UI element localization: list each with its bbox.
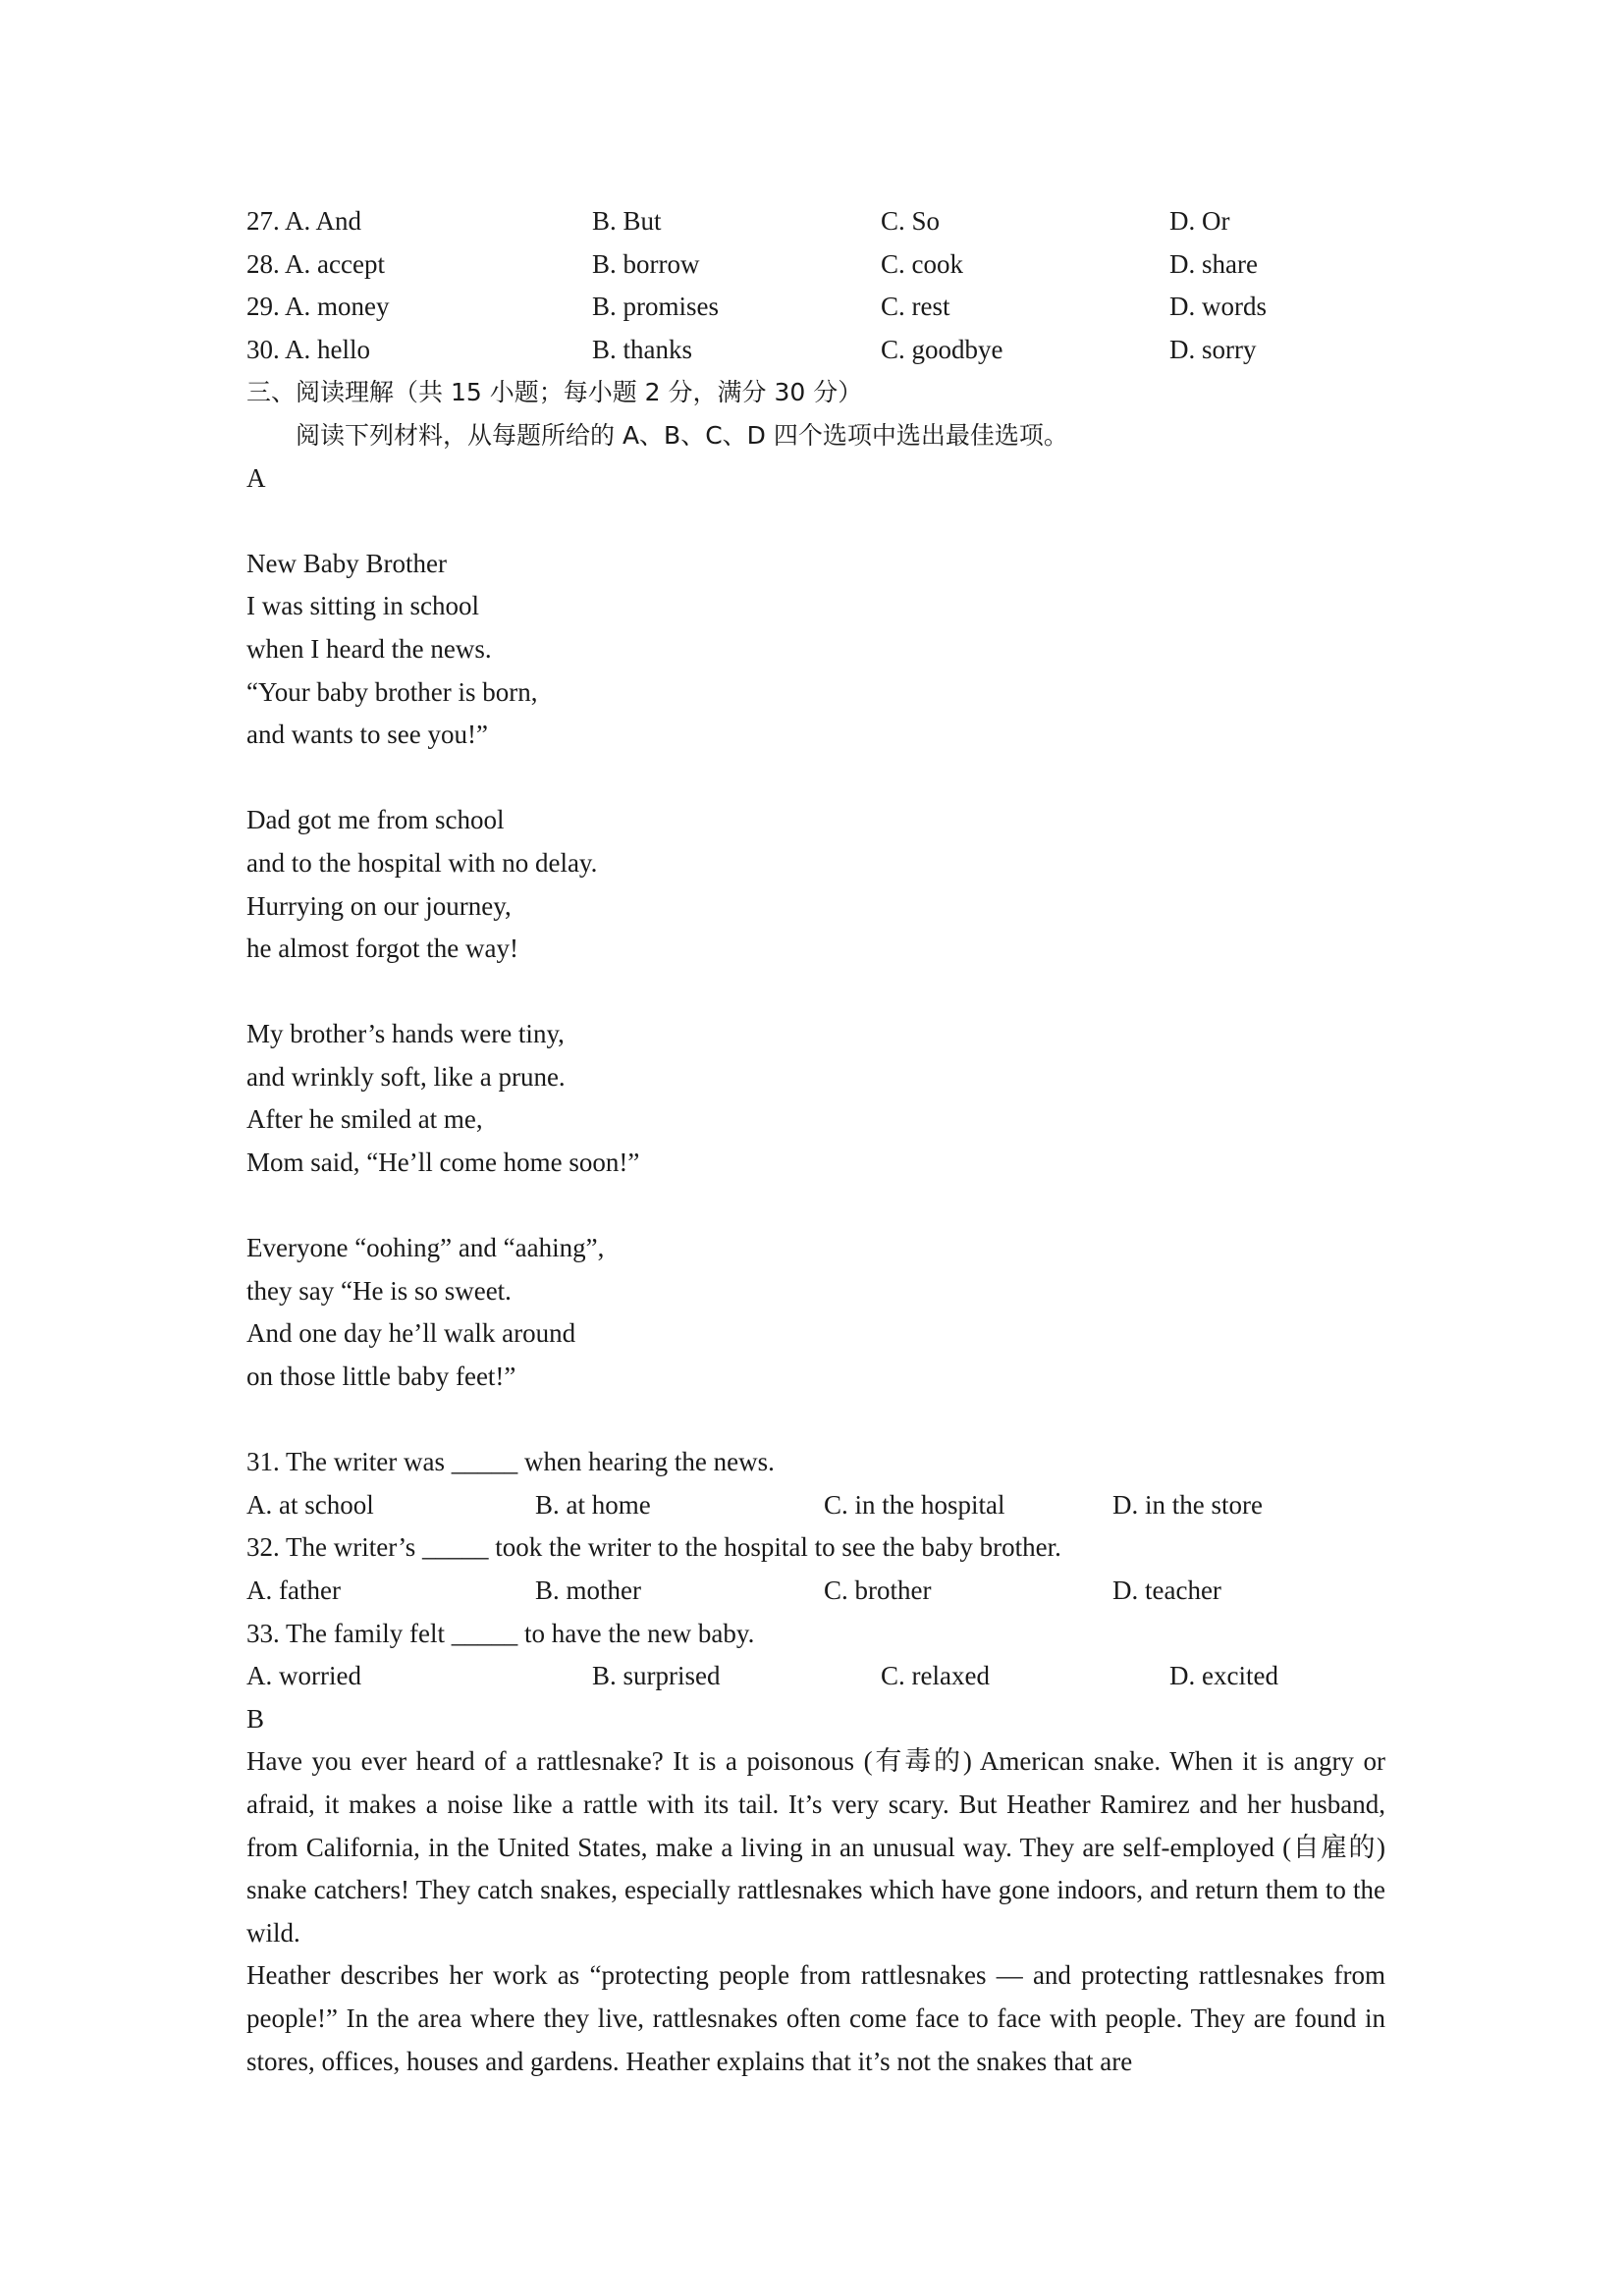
option-b: B. mother: [535, 1575, 641, 1605]
option-a: 28. A. accept: [246, 248, 385, 279]
poem-line: Hurrying on our journey,: [246, 890, 512, 921]
option-row-27: [246, 200, 1385, 243]
poem-line: on those little baby feet!”: [246, 1362, 516, 1392]
option-a: A. worried: [246, 1661, 361, 1691]
passage-b-paragraph: Heather describes her work as “protecting people from rattlesnakes — and protecting rattlesnakes from people!” In the area where they live, rattlesnakes often come face to face with people. They are found in stores, offices, houses and gardens. Heather explains that it’s not the snakes that are: [246, 1960, 1385, 2076]
option-c: C. So: [881, 206, 941, 236]
option-row-30: [246, 329, 1385, 372]
section-instruction: 阅读下列材料，从每题所给的 A、B、C、D 四个选项中选出最佳选项。: [296, 420, 1068, 450]
option-b: B. thanks: [592, 334, 693, 364]
option-d: D. excited: [1169, 1661, 1278, 1691]
section-heading: 三、阅读理解（共 15 小题；每小题 2 分，满分 30 分）: [246, 378, 863, 407]
option-c: C. brother: [824, 1575, 932, 1605]
option-b: B. at home: [535, 1489, 651, 1520]
questions: [246, 1441, 1385, 1698]
option-d: D. Or: [1169, 206, 1230, 236]
poem-line: Dad got me from school: [246, 805, 505, 835]
option-d: D. share: [1169, 248, 1258, 279]
poem-line: I was sitting in school: [246, 591, 479, 621]
poem-line: And one day he’ll walk around: [246, 1318, 576, 1349]
question-options: [246, 1655, 1385, 1698]
poem-line: they say “He is so sweet.: [246, 1275, 512, 1306]
option-b: B. promises: [592, 292, 720, 322]
poem-line: and wants to see you!”: [246, 720, 488, 750]
poem-stanza: [246, 585, 1385, 756]
option-a: 30. A. hello: [246, 334, 370, 364]
option-d: D. in the store: [1112, 1489, 1263, 1520]
option-row-28: [246, 243, 1385, 287]
passage-b-paragraph: Have you ever heard of a rattlesnake? It is a poisonous (有毒的) American snake. When it is angry or afraid, it makes a noise like a rattle with its tail. It’s very scary. But Heather Ramirez and her husband, from California, in the United States, make a living in an unusual way. They are self-employed (自雇的) snake catchers! They catch snakes, especially rattlesnakes which have gone indoors, and return them to the wild.: [246, 1746, 1385, 1948]
poem-stanza: [246, 1013, 1385, 1184]
poem-line: Mom said, “He’ll come home soon!”: [246, 1148, 640, 1178]
option-a: 27. A. And: [246, 206, 362, 236]
option-a: A. father: [246, 1575, 341, 1605]
poem-stanza: [246, 1227, 1385, 1398]
poem-title: New Baby Brother: [246, 548, 447, 578]
option-b: B. But: [592, 206, 662, 236]
poem-line: and to the hospital with no delay.: [246, 847, 598, 878]
question-stem: 33. The family felt _____ to have the new baby.: [246, 1618, 755, 1648]
option-a: A. at school: [246, 1489, 374, 1520]
poem-line: when I heard the news.: [246, 633, 492, 664]
question-options: [246, 1484, 1385, 1527]
exam-page: [246, 200, 1385, 2083]
option-row-29: [246, 286, 1385, 329]
poem-line: My brother’s hands were tiny,: [246, 1019, 565, 1049]
cloze-options: [246, 200, 1385, 371]
poem-line: “Your baby brother is born,: [246, 676, 538, 707]
option-d: D. teacher: [1112, 1575, 1221, 1605]
question-stem: 32. The writer’s _____ took the writer to the hospital to see the baby brother.: [246, 1532, 1061, 1563]
question-stem: 31. The writer was _____ when hearing the news.: [246, 1447, 775, 1477]
option-b: B. surprised: [592, 1661, 721, 1691]
option-d: D. words: [1169, 292, 1267, 322]
poem-line: he almost forgot the way!: [246, 934, 518, 964]
option-c: C. relaxed: [881, 1661, 990, 1691]
poem-line: Everyone “oohing” and “aahing”,: [246, 1233, 605, 1263]
poem-line: After he smiled at me,: [246, 1104, 483, 1135]
poem-stanza: [246, 799, 1385, 970]
passage-b-label: B: [246, 1703, 265, 1734]
option-a: 29. A. money: [246, 292, 390, 322]
option-c: C. in the hospital: [824, 1489, 1005, 1520]
option-c: C. rest: [881, 292, 950, 322]
option-d: D. sorry: [1169, 334, 1257, 364]
passage-a-label: A: [246, 462, 266, 493]
question-options: [246, 1570, 1385, 1613]
poem-line: and wrinkly soft, like a prune.: [246, 1061, 566, 1092]
poem: [246, 543, 1385, 1399]
option-c: C. goodbye: [881, 334, 1003, 364]
option-b: B. borrow: [592, 248, 700, 279]
option-c: C. cook: [881, 248, 963, 279]
